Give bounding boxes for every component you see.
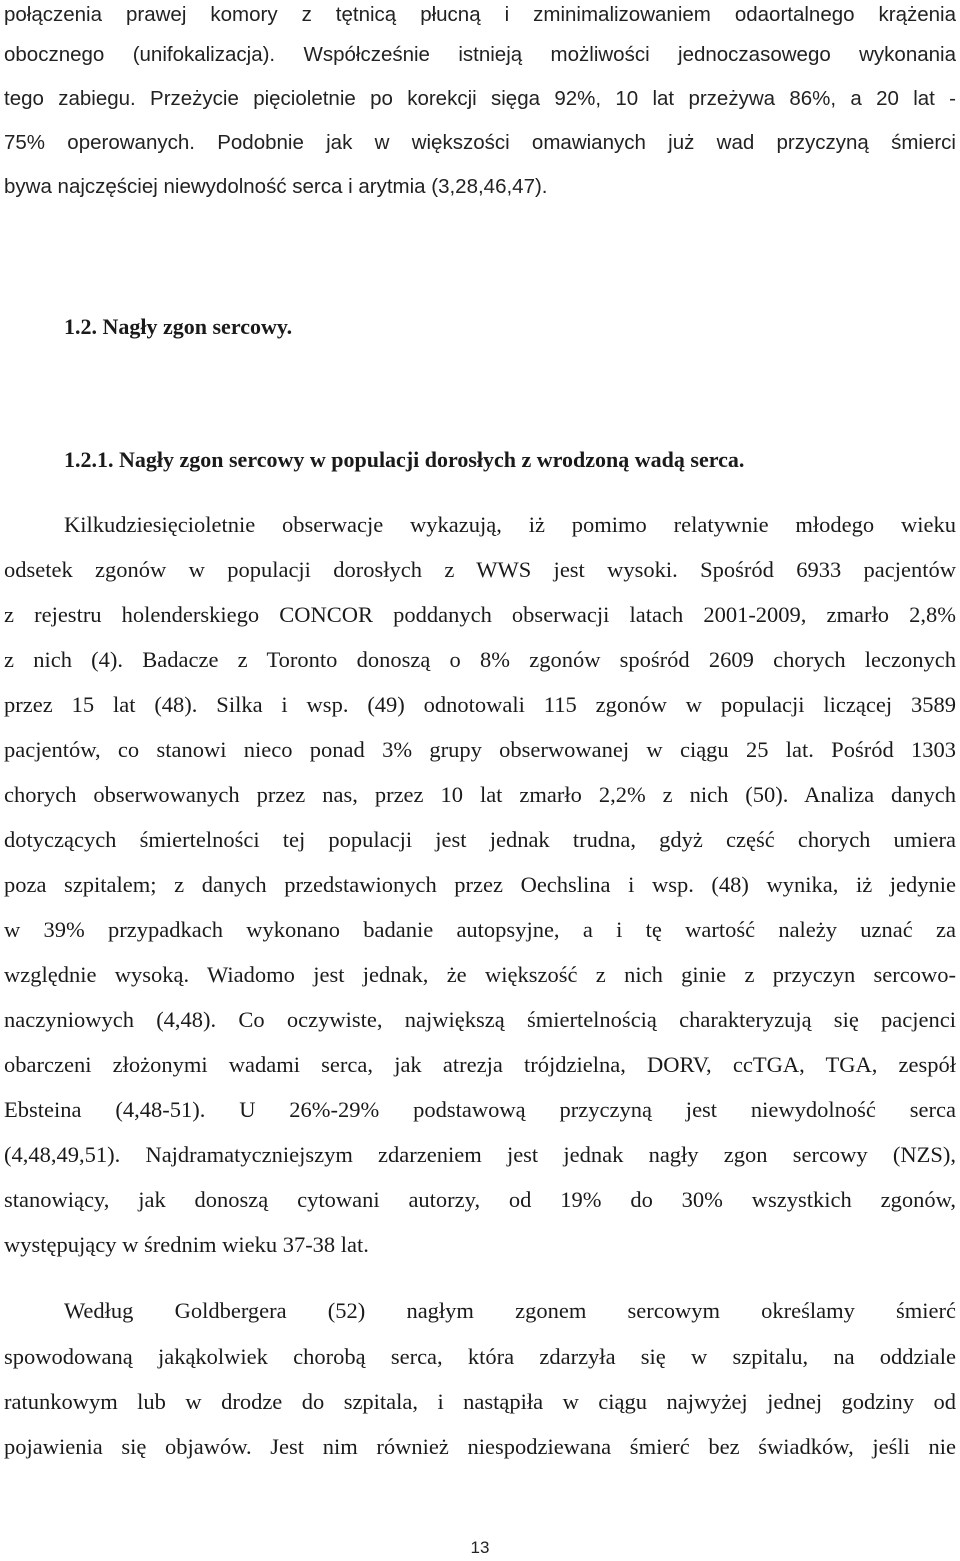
paragraph2-line: pojawienia się objawów. Jest nim również niespodziewana śmierć bez świadków, jeśli nie bbox=[4, 1434, 956, 1459]
paragraph2-line: ratunkowym lub w drodze do szpitala, i nastąpiła w ciągu najwyżej jednej godziny od bbox=[4, 1389, 956, 1414]
paragraph1-line: Kilkudziesięcioletnie obserwacje wykazują, iż pomimo relatywnie młodego wieku bbox=[64, 512, 956, 537]
paragraph1-line: względnie wysoką. Wiadomo jest jednak, że większość z nich ginie z przyczyn sercowo- bbox=[4, 962, 956, 987]
paragraph1-line: w 39% przypadkach wykonano badanie autopsyjne, a i tę wartość należy uznać za bbox=[4, 917, 956, 942]
paragraph1-line: pacjentów, co stanowi nieco ponad 3% grupy obserwowanej w ciągu 25 lat. Pośród 1303 bbox=[4, 737, 956, 762]
paragraph1-line: z rejestru holenderskiego CONCOR poddanych obserwacji latach 2001-2009, zmarło 2,8% bbox=[4, 602, 956, 627]
paragraph2-line: spowodowaną jakąkolwiek chorobą serca, która zdarzyła się w szpitalu, na oddziale bbox=[4, 1344, 956, 1369]
page-number: 13 bbox=[470, 1538, 490, 1557]
paragraph1-line: Ebsteina (4,48-51). U 26%-29% podstawową przyczyną jest niewydolność serca bbox=[4, 1097, 956, 1122]
intro-line: bywa najczęściej niewydolność serca i arytmia (3,28,46,47). bbox=[4, 175, 548, 198]
paragraph1-line: poza szpitalem; z danych przedstawionych przez Oechslina i wsp. (48) wynika, iż jedynie bbox=[4, 872, 956, 897]
subsection-heading: 1.2.1. Nagły zgon sercowy w populacji dorosłych z wrodzoną wadą serca. bbox=[64, 447, 745, 472]
paragraph1-line: chorych obserwowanych przez nas, przez 10 lat zmarło 2,2% z nich (50). Analiza danych bbox=[4, 782, 956, 807]
paragraph1-line: przez 15 lat (48). Silka i wsp. (49) odnotowali 115 zgonów w populacji liczącej 3589 bbox=[4, 692, 956, 717]
paragraph2-line: Według Goldbergera (52) nagłym zgonem sercowym określamy śmierć bbox=[64, 1298, 956, 1323]
paragraph1-line: występujący w średnim wieku 37-38 lat. bbox=[4, 1232, 369, 1257]
paragraph1-line: naczyniowych (4,48). Co oczywiste, największą śmiertelnością charakteryzują się pacjenci bbox=[4, 1007, 956, 1032]
paragraph1-line: (4,48,49,51). Najdramatyczniejszym zdarzeniem jest jednak nagły zgon sercowy (NZS), bbox=[4, 1142, 956, 1167]
intro-line: obocznego (unifokalizacja). Współcześnie istnieją możliwości jednoczasowego wykonania bbox=[4, 43, 956, 66]
paragraph1-line: odsetek zgonów w populacji dorosłych z WWS jest wysoki. Spośród 6933 pacjentów bbox=[4, 557, 956, 582]
paragraph1-line: obarczeni złożonymi wadami serca, jak atrezja trójdzielna, DORV, ccTGA, TGA, zespół bbox=[4, 1052, 956, 1077]
intro-line: tego zabiegu. Przeżycie pięcioletnie po korekcji sięga 92%, 10 lat przeżywa 86%, a 20 lat - bbox=[4, 87, 956, 110]
paragraph1-line: dotyczących śmiertelności tej populacji jest jednak trudna, gdyż część chorych umiera bbox=[4, 827, 956, 852]
paragraph1-line: stanowiący, jak donoszą cytowani autorzy, od 19% do 30% wszystkich zgonów, bbox=[4, 1187, 956, 1212]
intro-line: 75% operowanych. Podobnie jak w większości omawianych już wad przyczyną śmierci bbox=[4, 131, 956, 154]
paragraph1-line: z nich (4). Badacze z Toronto donoszą o 8% zgonów spośród 2609 chorych leczonych bbox=[4, 647, 956, 672]
section-heading: 1.2. Nagły zgon sercowy. bbox=[64, 314, 293, 339]
intro-line: połączenia prawej komory z tętnicą płucną i zminimalizowaniem odaortalnego krążenia bbox=[4, 3, 956, 26]
